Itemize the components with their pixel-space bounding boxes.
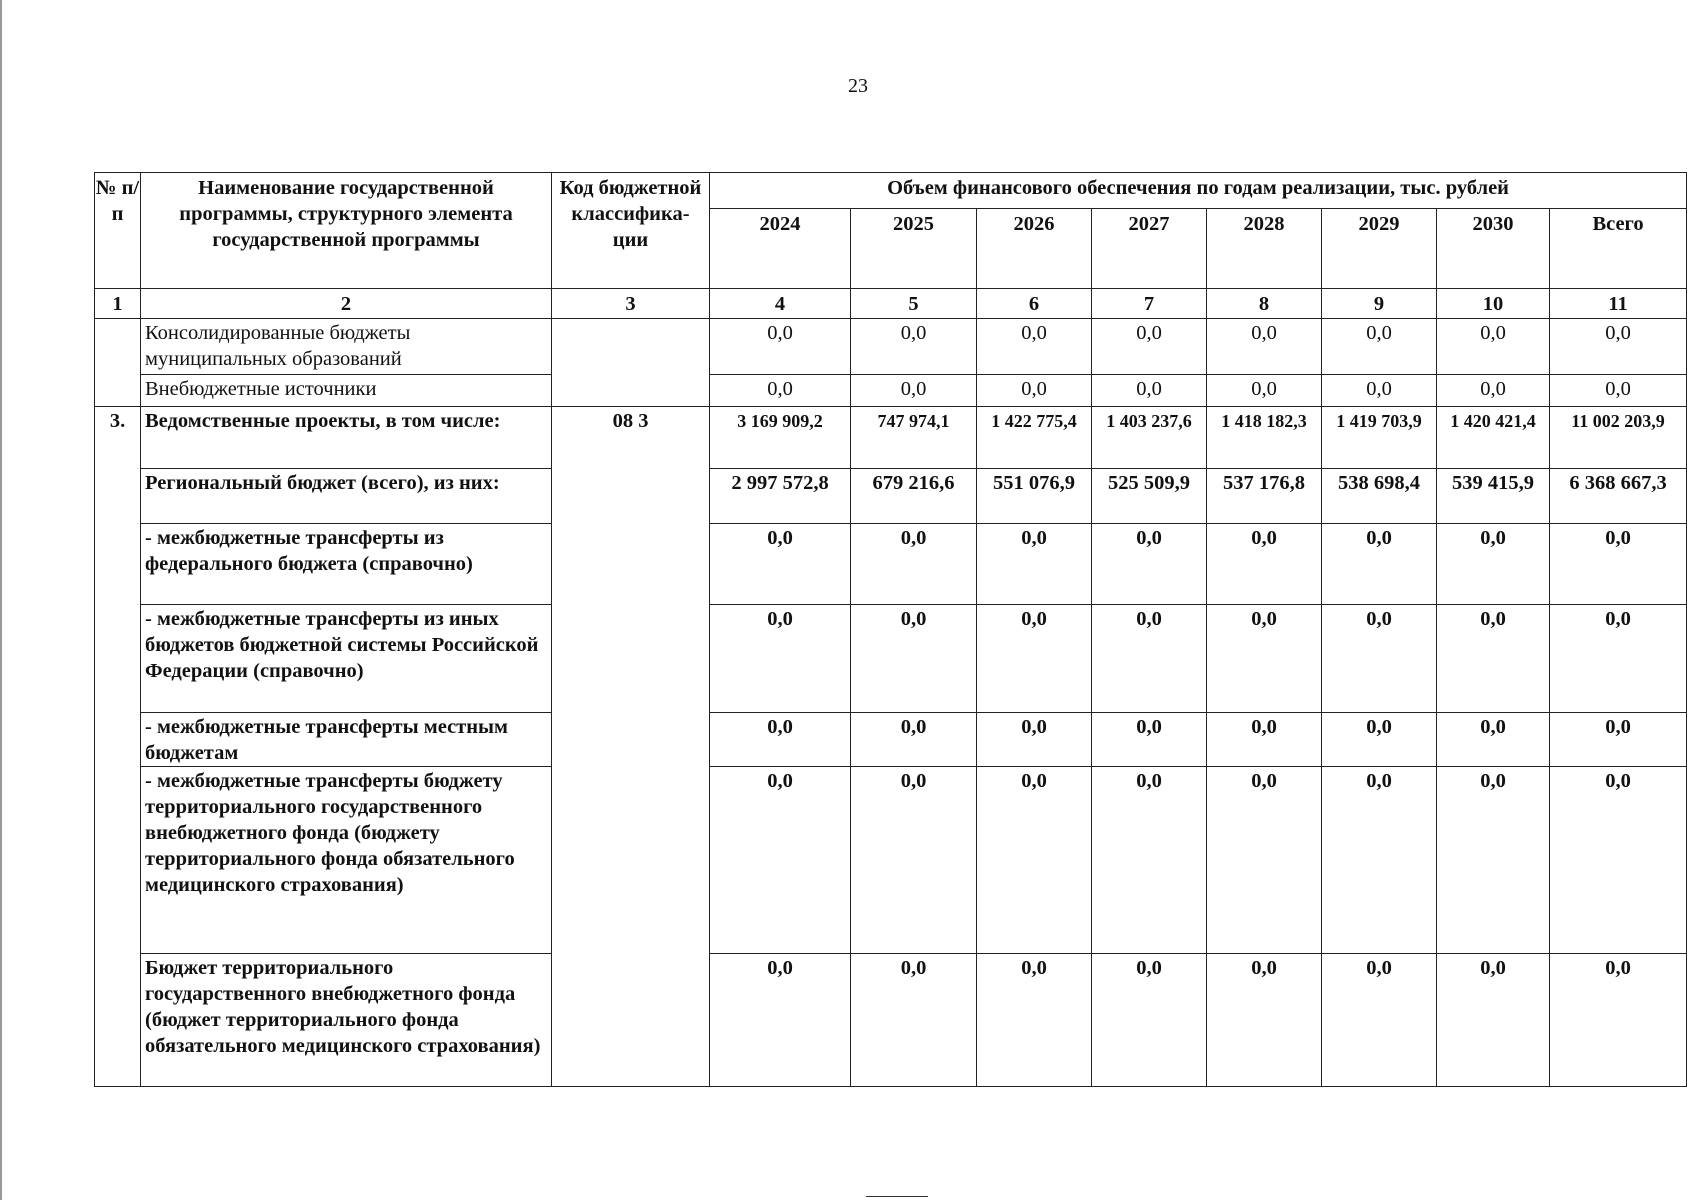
value-cell: 0,0 — [1092, 767, 1207, 954]
row-name: Бюджет территориального государственного внебюджетного фонда (бюджет территориального фонда обязательного медицинского страхования) — [141, 954, 552, 1087]
value-cell: 1 422 775,4 — [977, 407, 1092, 469]
value-cell: 538 698,4 — [1322, 469, 1437, 524]
table-row — [95, 375, 1687, 407]
value-cell: 0,0 — [1550, 767, 1687, 954]
value-cell: 0,0 — [1322, 767, 1437, 954]
value-cell: 0,0 — [1207, 375, 1322, 407]
row-name: - межбюджетные трансферты бюджету территориального государственного внебюджетного фонда (бюджету территориального фонда обязательного медицинского страхования) — [141, 767, 552, 954]
header-total: Всего — [1550, 209, 1687, 289]
value-cell: 0,0 — [851, 713, 977, 767]
value-cell: 1 419 703,9 — [1322, 407, 1437, 469]
value-cell: 0,0 — [1092, 954, 1207, 1087]
header-row-top — [95, 173, 1687, 209]
row-name: - межбюджетные трансферты из федерального бюджета (справочно) — [141, 524, 552, 605]
value-cell: 0,0 — [1437, 954, 1550, 1087]
column-index: 5 — [851, 289, 977, 319]
column-index: 11 — [1550, 289, 1687, 319]
value-cell: 1 418 182,3 — [1207, 407, 1322, 469]
value-cell: 0,0 — [851, 319, 977, 375]
page-footer-mark — [866, 1196, 928, 1197]
value-cell: 0,0 — [1092, 375, 1207, 407]
value-cell: 1 403 237,6 — [1092, 407, 1207, 469]
value-cell: 0,0 — [710, 954, 851, 1087]
value-cell: 0,0 — [1550, 375, 1687, 407]
column-index: 9 — [1322, 289, 1437, 319]
value-cell: 0,0 — [1207, 524, 1322, 605]
value-cell: 0,0 — [710, 767, 851, 954]
value-cell: 11 002 203,9 — [1550, 407, 1687, 469]
value-cell: 0,0 — [977, 767, 1092, 954]
table-row — [95, 469, 1687, 524]
header-year: 2030 — [1437, 209, 1550, 289]
value-cell: 0,0 — [851, 767, 977, 954]
row-code-cell — [552, 319, 710, 407]
value-cell: 0,0 — [1207, 713, 1322, 767]
value-cell: 0,0 — [1092, 319, 1207, 375]
row-num-cell — [95, 319, 141, 407]
header-year: 2025 — [851, 209, 977, 289]
value-cell: 0,0 — [1207, 605, 1322, 713]
value-cell: 0,0 — [1092, 524, 1207, 605]
table-row — [95, 605, 1687, 713]
header-year: 2029 — [1322, 209, 1437, 289]
value-cell: 0,0 — [977, 713, 1092, 767]
row-name: Региональный бюджет (всего), из них: — [141, 469, 552, 524]
value-cell: 0,0 — [977, 524, 1092, 605]
value-cell: 0,0 — [977, 954, 1092, 1087]
column-index: 8 — [1207, 289, 1322, 319]
value-cell: 0,0 — [1322, 713, 1437, 767]
value-cell: 0,0 — [1092, 605, 1207, 713]
value-cell: 0,0 — [1322, 524, 1437, 605]
value-cell: 0,0 — [710, 605, 851, 713]
value-cell: 0,0 — [1550, 605, 1687, 713]
value-cell: 0,0 — [710, 713, 851, 767]
value-cell: 0,0 — [1550, 954, 1687, 1087]
row-name: - межбюджетные трансферты из иных бюджетов бюджетной системы Российской Федерации (справочно) — [141, 605, 552, 713]
column-index: 2 — [141, 289, 552, 319]
header-year: 2024 — [710, 209, 851, 289]
value-cell: 0,0 — [710, 375, 851, 407]
column-index: 4 — [710, 289, 851, 319]
header-num: № п/п — [95, 173, 141, 289]
table-row — [95, 767, 1687, 954]
value-cell: 0,0 — [1092, 713, 1207, 767]
value-cell: 0,0 — [1322, 954, 1437, 1087]
page-number: 23 — [848, 75, 868, 97]
value-cell: 6 368 667,3 — [1550, 469, 1687, 524]
column-index-row — [95, 289, 1687, 319]
scan-edge — [0, 0, 2, 1200]
header-year: 2027 — [1092, 209, 1207, 289]
row-name: Ведомственные проекты, в том числе: — [141, 407, 552, 469]
value-cell: 0,0 — [977, 605, 1092, 713]
value-cell: 0,0 — [1322, 375, 1437, 407]
row-name: - межбюджетные трансферты местным бюджетам — [141, 713, 552, 767]
value-cell: 0,0 — [1550, 524, 1687, 605]
row-name: Консолидированные бюджеты муниципальных образований — [141, 319, 552, 375]
row-code: 08 3 — [552, 407, 710, 1087]
value-cell: 551 076,9 — [977, 469, 1092, 524]
column-index: 10 — [1437, 289, 1550, 319]
value-cell: 0,0 — [851, 375, 977, 407]
table-row — [95, 319, 1687, 375]
value-cell: 0,0 — [1437, 767, 1550, 954]
value-cell: 0,0 — [851, 605, 977, 713]
row-name: Внебюджетные источники — [141, 375, 552, 407]
column-index: 6 — [977, 289, 1092, 319]
value-cell: 2 997 572,8 — [710, 469, 851, 524]
value-cell: 0,0 — [1437, 375, 1550, 407]
value-cell: 0,0 — [1437, 605, 1550, 713]
value-cell: 0,0 — [1322, 319, 1437, 375]
value-cell: 0,0 — [1207, 319, 1322, 375]
value-cell: 0,0 — [1322, 605, 1437, 713]
value-cell: 0,0 — [851, 524, 977, 605]
value-cell: 0,0 — [977, 375, 1092, 407]
column-index: 3 — [552, 289, 710, 319]
header-year: 2028 — [1207, 209, 1322, 289]
value-cell: 0,0 — [1550, 319, 1687, 375]
value-cell: 1 420 421,4 — [1437, 407, 1550, 469]
row-num: 3. — [95, 407, 141, 1087]
value-cell: 0,0 — [710, 524, 851, 605]
value-cell: 0,0 — [1207, 767, 1322, 954]
value-cell: 0,0 — [1207, 954, 1322, 1087]
value-cell: 0,0 — [977, 319, 1092, 375]
value-cell: 525 509,9 — [1092, 469, 1207, 524]
header-code: Код бюджетной классифика-ции — [552, 173, 710, 289]
value-cell: 0,0 — [851, 954, 977, 1087]
value-cell: 537 176,8 — [1207, 469, 1322, 524]
header-name: Наименование государственной программы, структурного элемента государственной программы — [141, 173, 552, 289]
value-cell: 747 974,1 — [851, 407, 977, 469]
value-cell: 0,0 — [1437, 524, 1550, 605]
value-cell: 0,0 — [1550, 713, 1687, 767]
table-row — [95, 407, 1687, 469]
header-year: 2026 — [977, 209, 1092, 289]
value-cell: 679 216,6 — [851, 469, 977, 524]
header-funding: Объем финансового обеспечения по годам реализации, тыс. рублей — [710, 173, 1687, 209]
value-cell: 539 415,9 — [1437, 469, 1550, 524]
financing-table — [94, 172, 1687, 1087]
column-index: 1 — [95, 289, 141, 319]
value-cell: 0,0 — [710, 319, 851, 375]
value-cell: 0,0 — [1437, 713, 1550, 767]
table-row — [95, 954, 1687, 1087]
value-cell: 3 169 909,2 — [710, 407, 851, 469]
table-row — [95, 713, 1687, 767]
column-index: 7 — [1092, 289, 1207, 319]
value-cell: 0,0 — [1437, 319, 1550, 375]
table-row — [95, 524, 1687, 605]
